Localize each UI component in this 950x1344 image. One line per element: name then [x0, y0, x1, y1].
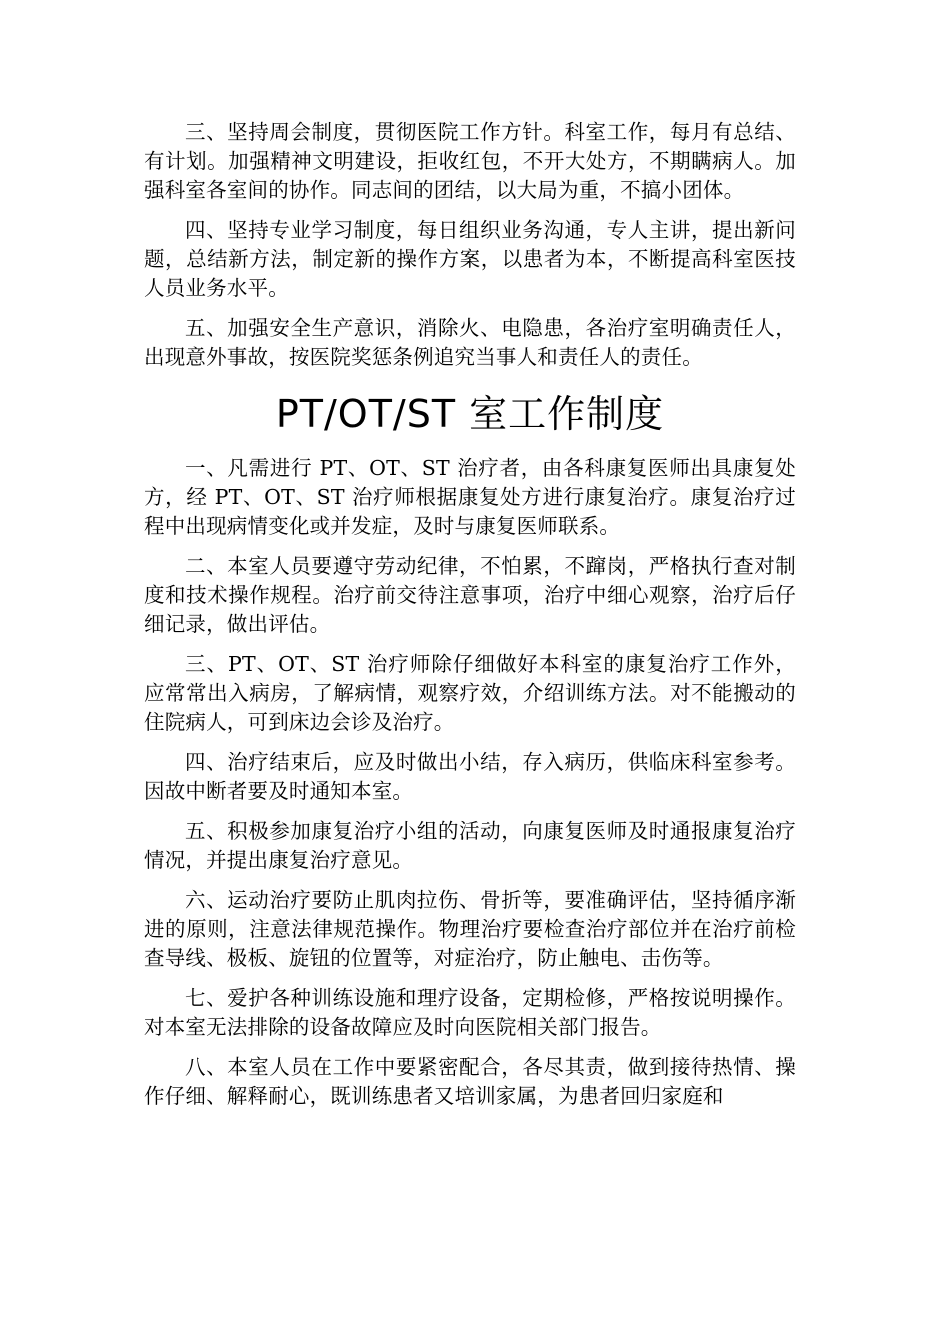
paragraph-5: 五、加强安全生产意识，消除火、电隐患，各治疗室明确责任人，出现意外事故，按医院奖惩条例追究当事人和责任人的责任。: [144, 316, 796, 369]
document-page: [144, 118, 796, 1111]
rule-paragraph-2: 二、本室人员要遵守劳动纪律，不怕累，不蹿岗，严格执行查对制度和技术操作规程。治疗前交待注意事项，治疗中细心观察，治疗后仔细记录，做出评估。: [144, 554, 796, 636]
rule-paragraph-5: 五、积极参加康复治疗小组的活动，向康复医师及时通报康复治疗情况，并提出康复治疗意见。: [144, 819, 796, 872]
paragraph-3: 三、坚持周会制度，贯彻医院工作方针。科室工作，每月有总结、有计划。加强精神文明建设，拒收红包，不开大处方，不期瞒病人。加强科室各室间的协作。同志间的团结，以大局为重，不搞小团体。: [144, 120, 796, 202]
section-title: PT/OT/ST 室工作制度: [275, 392, 665, 436]
rule-paragraph-1: 一、凡需进行 PT、OT、ST 治疗者，由各科康复医师出具康复处方，经 PT、OT、ST 治疗师根据康复处方进行康复治疗。康复治疗过程中出现病情变化或并发症，及时与康复医师联系。: [144, 456, 796, 538]
rule-paragraph-8: 八、本室人员在工作中要紧密配合，各尽其责，做到接待热情、操作仔细、解释耐心，既训练患者又培训家属，为患者回归家庭和: [144, 1055, 796, 1108]
rule-paragraph-3: 三、PT、OT、ST 治疗师除仔细做好本科室的康复治疗工作外，应常常出入病房，了解病情，观察疗效，介绍训练方法。对不能搬动的住院病人，可到床边会诊及治疗。: [144, 652, 796, 734]
rule-paragraph-6: 六、运动治疗要防止肌肉拉伤、骨折等，要准确评估，坚持循序渐进的原则，注意法律规范操作。物理治疗要检查治疗部位并在治疗前检查导线、极板、旋钮的位置等，对症治疗，防止触电、击伤等。: [144, 888, 796, 970]
paragraph-4: 四、坚持专业学习制度，每日组织业务沟通，专人主讲，提出新问题，总结新方法，制定新的操作方案，以患者为本，不断提高科室医技人员业务水平。: [144, 218, 796, 300]
rule-paragraph-4: 四、治疗结束后，应及时做出小结，存入病历，供临床科室参考。因故中断者要及时通知本室。: [144, 750, 796, 803]
rule-paragraph-7: 七、爱护各种训练设施和理疗设备，定期检修，严格按说明操作。对本室无法排除的设备故障应及时向医院相关部门报告。: [144, 986, 796, 1039]
